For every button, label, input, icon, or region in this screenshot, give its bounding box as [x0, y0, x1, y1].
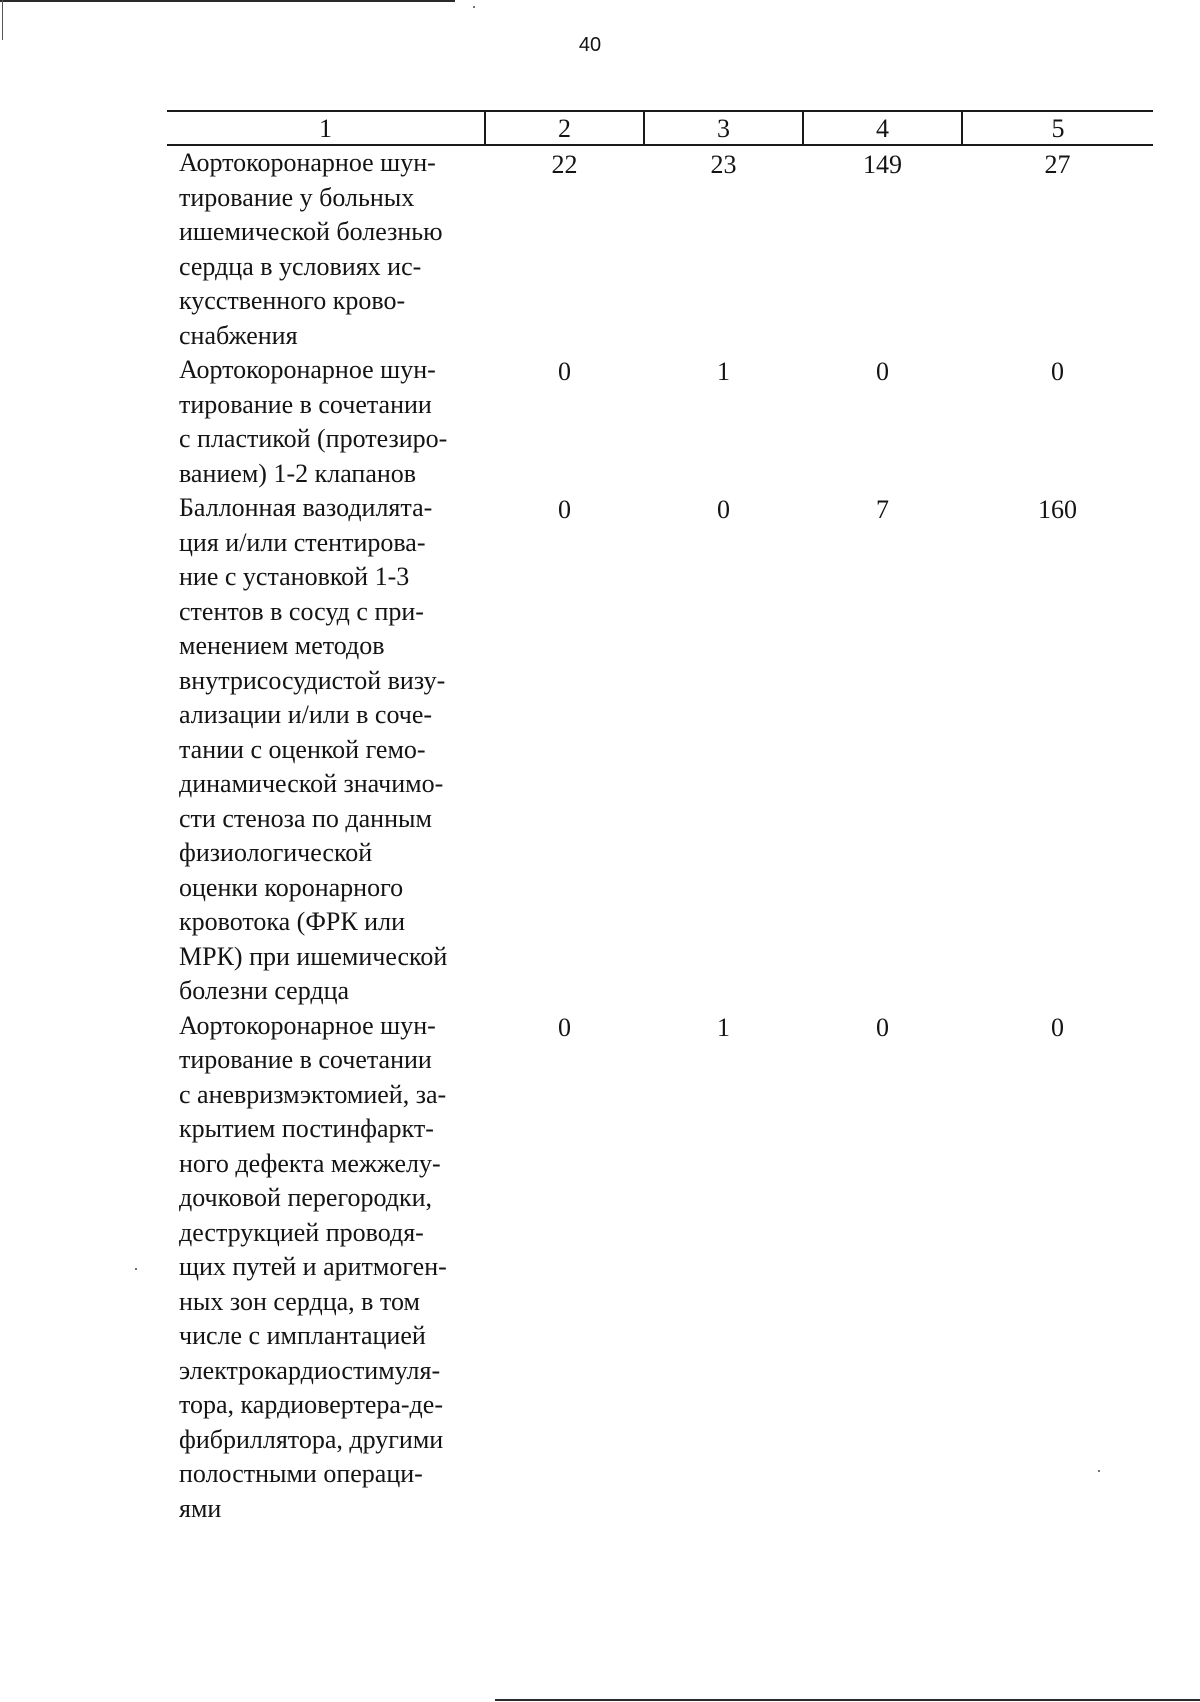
- table-row: [167, 491, 1153, 1009]
- cell-value: 23: [710, 150, 737, 179]
- cell-value: 149: [863, 150, 902, 179]
- cell-value: 22: [551, 150, 578, 179]
- cell-value: 0: [1051, 1012, 1064, 1042]
- column-header: 3: [644, 111, 803, 145]
- cell-value: 7: [876, 495, 889, 524]
- data-table: [167, 110, 1153, 1526]
- column-header: 2: [485, 111, 644, 145]
- cell-value: 160: [1038, 495, 1077, 524]
- row-description: Аортокоронарное шун- тирование в сочетании с аневризмэктомией, за- крытием постинфаркт- ного дефекта межжелу- дочковой перегородки, деструкцией проводя- щих путей и аритмоген- ных зон сердца, в том числе с имплантацией электрокардиостимуля- тора, кардиовертера-де- фибриллятора, другими полостными операци- ями: [179, 1010, 447, 1523]
- column-header: 4: [803, 111, 962, 145]
- cell-value: 0: [1051, 357, 1064, 386]
- cell-value: 0: [558, 357, 571, 386]
- cell-value: 0: [876, 357, 889, 386]
- row-description: Аортокоронарное шун- тирование у больных ишемической болезнью сердца в условиях ис- кусственного крово- снабжения: [179, 148, 443, 350]
- cell-value: 0: [558, 1012, 571, 1042]
- table-header-row: [167, 111, 1153, 145]
- cell-value: 0: [876, 1012, 889, 1042]
- scan-speck: [473, 6, 475, 8]
- scan-edge-top: [0, 0, 455, 2]
- table-row: [167, 145, 1153, 353]
- table-row: [167, 1009, 1153, 1527]
- row-description: Аортокоронарное шун- тирование в сочетании с пластикой (протезиро- ванием) 1-2 клапанов: [179, 355, 448, 488]
- column-header: 1: [167, 111, 485, 145]
- table-row: [167, 353, 1153, 491]
- scan-edge-bottom: [495, 1699, 1200, 1701]
- scan-edge-left: [2, 0, 3, 40]
- cell-value: 0: [717, 495, 730, 524]
- column-header: 5: [962, 111, 1153, 145]
- page-number: 40: [578, 34, 602, 56]
- row-description: Баллонная вазодилята- ция и/или стентирова- ние с установкой 1-3 стентов в сосуд с при- менением методов внутрисосудистой визу- ализации и/или в соче- тании с оценкой гемо- динамической значимо- сти стеноза по данным физиологической оценки коронарного кровотока (ФРК или МРК) при ишемической болезни сердца: [179, 493, 448, 1005]
- cell-value: 27: [1044, 150, 1071, 179]
- cell-value: 1: [717, 1012, 730, 1042]
- cell-value: 1: [717, 357, 730, 386]
- cell-value: 0: [558, 495, 571, 524]
- scan-speck: [135, 1268, 137, 1270]
